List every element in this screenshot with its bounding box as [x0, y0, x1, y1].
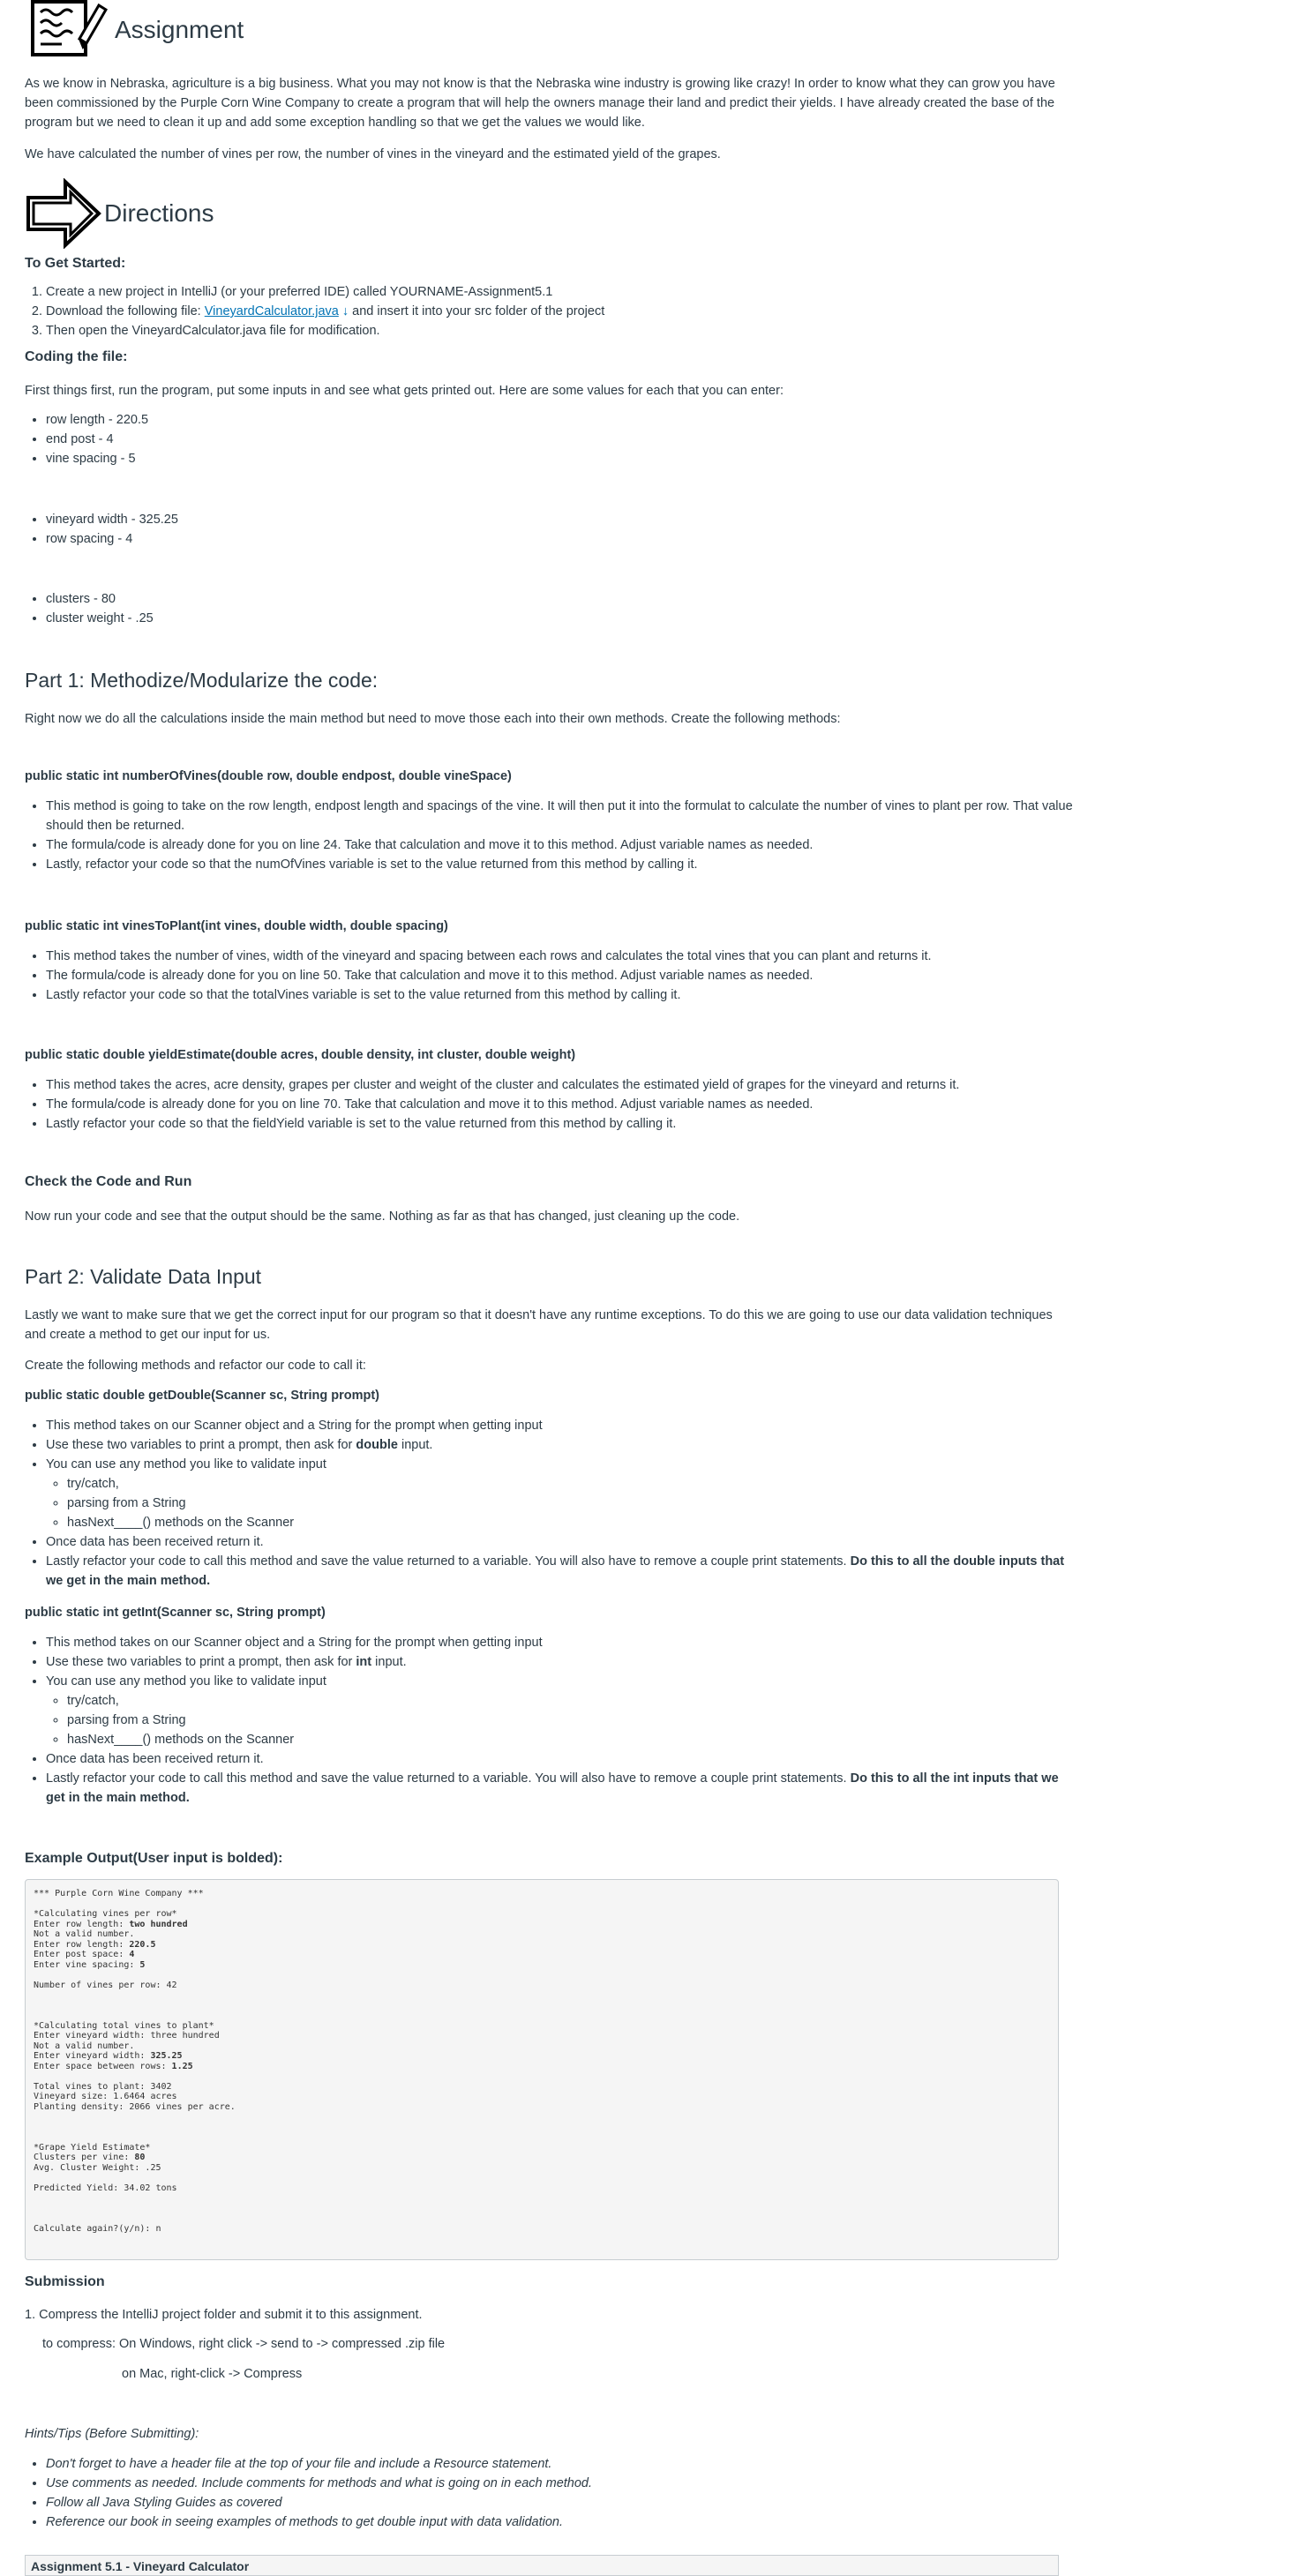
download-icon[interactable]: ↓: [338, 304, 349, 318]
code-line: Calculate again?(y/n): n: [34, 2223, 161, 2234]
list-item: • The formula/code is already done for you on line 70. Take that calculation and move it to this method. Adjust variable names as needed.: [46, 1095, 1078, 1114]
list-item: • cluster weight - .25: [46, 609, 1078, 628]
sub-item: ◦ try/catch,: [67, 1691, 1078, 1711]
list-item: • Lastly refactor your code to call this method and save the value returned to a variable. You will also have to remove a couple print statements. Do this to all the int inputs that we get in the main method.: [46, 1769, 1078, 1808]
sample-values-group-1: [25, 410, 1078, 468]
directions-header: [25, 178, 214, 249]
arrow-right-icon: [25, 178, 102, 249]
list-item: • This method takes the number of vines, width of the vineyard and spacing between each rows and calculates the total vines that you can plant and returns it.: [46, 947, 1078, 966]
code-line: [34, 1899, 1050, 1910]
method-signature: public static double getDouble(Scanner sc, String prompt): [25, 1389, 380, 1403]
sub-item: ◦ parsing from a String: [67, 1711, 1078, 1730]
code-line: [34, 2173, 1050, 2183]
code-line: Enter row length: 220.5: [34, 1939, 156, 1950]
code-line: [34, 2204, 1050, 2214]
code-line: Total vines to plant: 3402: [34, 2081, 172, 2092]
method-bullets: [25, 947, 1078, 1005]
code-line: Enter row length: two hundred: [34, 1919, 188, 1929]
code-line: Enter vineyard width: three hundred: [34, 2031, 220, 2041]
sub-item: ◦ try/catch,: [67, 1474, 1078, 1494]
code-line: *Calculating total vines to plant*: [34, 2020, 214, 2031]
intro-summary: We have calculated the number of vines per row, the number of vines in the vineyard and the estimated yield of the grapes.: [25, 147, 721, 161]
code-line: Enter vineyard width: 325.25: [34, 2051, 183, 2061]
part2-intro: Lastly we want to make sure that we get the correct input for our program so that it doesn't have any runtime exceptions. To do this we are going to use our data validation techniques and create a method to get our input for us.: [25, 1308, 1053, 1342]
list-item: • Lastly, refactor your code so that the numOfVines variable is set to the value returned from this method by calling it.: [46, 855, 1078, 874]
code-line: *Calculating vines per row*: [34, 1909, 177, 1919]
download-file-link[interactable]: VineyardCalculator.java: [204, 304, 339, 318]
get-started-heading: To Get Started:: [25, 256, 126, 271]
check-heading: Check the Code and Run: [25, 1174, 192, 1189]
hints-list: [25, 2454, 1078, 2532]
code-line: Clusters per vine: 80: [34, 2153, 146, 2162]
sub-item: ◦ hasNext____() methods on the Scanner: [67, 1730, 1078, 1749]
code-line: [34, 2213, 1050, 2224]
code-line: Enter post space: 4: [34, 1950, 135, 1959]
method-bullets: [25, 1075, 1078, 1134]
list-item: • Use comments as needed. Include comments for methods and what is going on in each method.: [46, 2474, 1078, 2493]
sample-values-group-3: [25, 589, 1078, 628]
coding-intro: First things first, run the program, put some inputs in and see what gets printed out. Here are some values for each that you can enter:: [25, 384, 784, 398]
list-item: • You can use any method you like to validate input ◦ try/catch, ◦ parsing from a String ◦ hasNext____() methods on the Scanner: [46, 1672, 1078, 1749]
part1-heading: Part 1: Methodize/Modularize the code:: [25, 669, 379, 692]
list-item: • You can use any method you like to validate input ◦ try/catch, ◦ parsing from a String ◦ hasNext____() methods on the Scanner: [46, 1455, 1078, 1532]
check-text: Now run your code and see that the output should be the same. Nothing as far as that has changed, just cleaning up the code.: [25, 1209, 740, 1224]
page-title: Assignment: [115, 16, 244, 43]
method-signature: public static int numberOfVines(double row, double endpost, double vineSpace): [25, 769, 512, 783]
step-item: 1. Create a new project in IntelliJ (or your preferred IDE) called YOURNAME-Assignment5.1: [46, 282, 1078, 302]
code-line: *** Purple Corn Wine Company ***: [34, 1889, 204, 1898]
code-line: [34, 2001, 1050, 2011]
sample-values-group-2: [25, 510, 1078, 549]
assignment-document-icon: [28, 0, 108, 60]
list-item: • Use these two variables to print a prompt, then ask for int input.: [46, 1652, 1078, 1672]
code-line: Predicted Yield: 34.02 tons: [34, 2183, 177, 2193]
method-signature: public static int getInt(Scanner sc, String prompt): [25, 1606, 326, 1620]
list-item: • vine spacing - 5: [46, 449, 1078, 468]
code-line: [34, 2071, 1050, 2082]
list-item: • Lastly refactor your code so that the totalVines variable is set to the value returned from this method by calling it.: [46, 985, 1078, 1005]
list-item: • Follow all Java Styling Guides as covered: [46, 2493, 1078, 2512]
hints-heading: Hints/Tips (Before Submitting):: [25, 2427, 199, 2441]
sub-item: ◦ hasNext____() methods on the Scanner: [67, 1513, 1078, 1532]
code-line: [34, 1970, 1050, 1981]
method-bullets: [25, 797, 1078, 874]
directions-title: Directions: [104, 199, 214, 227]
submission-heading: Submission: [25, 2274, 105, 2289]
get-started-steps: [25, 282, 1078, 341]
method-signature: public static double yieldEstimate(double acres, double density, int cluster, double weight): [25, 1048, 576, 1062]
list-item: • Lastly refactor your code so that the fieldYield variable is set to the value returned from this method by calling it.: [46, 1114, 1078, 1134]
code-line: [34, 2123, 1050, 2133]
code-line: [34, 2193, 1050, 2204]
code-line: [34, 2112, 1050, 2123]
method-signature: public static int vinesToPlant(int vines, double width, double spacing): [25, 919, 448, 933]
list-item: • row spacing - 4: [46, 529, 1078, 549]
code-line: [34, 2132, 1050, 2143]
code-line: Not a valid number.: [34, 2041, 135, 2051]
code-line: Planting density: 2066 vines per acre.: [34, 2101, 236, 2112]
list-item: • Don't forget to have a header file at the top of your file and include a Resource statement.: [46, 2454, 1078, 2474]
submission-step: 1. Compress the IntelliJ project folder and submit it to this assignment.: [25, 2308, 423, 2322]
list-item: • The formula/code is already done for you on line 24. Take that calculation and move it to this method. Adjust variable names as needed.: [46, 835, 1078, 855]
sub-item: ◦ parsing from a String: [67, 1494, 1078, 1513]
code-line: Enter space between rows: 1.25: [34, 2061, 193, 2071]
list-item: • Use these two variables to print a prompt, then ask for double input.: [46, 1435, 1078, 1455]
code-line: [34, 2011, 1050, 2021]
part2-heading: Part 2: Validate Data Input: [25, 1265, 262, 1288]
list-item: • This method is going to take on the row length, endpost length and spacings of the vine. It will then put it into the formulat to calculate the number of vines to plant per row. That value should then be returned.: [46, 797, 1078, 835]
list-item: • This method takes on our Scanner object and a String for the prompt when getting input: [46, 1633, 1078, 1652]
intro-paragraph: As we know in Nebraska, agriculture is a big business. What you may not know is that the Nebraska wine industry is growing like crazy! In order to know what they can grow you have been commissioned by the Purple Corn Wine Company to create a program that will help the owners manage their land and predict their yields. I have already created the base of the program but we need to clean it up and add some exception handling so that we get the values we would like.: [25, 77, 1055, 130]
list-item: • vineyard width - 325.25: [46, 510, 1078, 529]
list-item: • This method takes the acres, acre density, grapes per cluster and weight of the cluster and calculates the estimated yield of grapes for the vineyard and returns it.: [46, 1075, 1078, 1095]
code-line: Not a valid number.: [34, 1929, 135, 1939]
code-line: Vineyard size: 1.6464 acres: [34, 2092, 177, 2101]
coding-heading: Coding the file:: [25, 349, 128, 364]
example-output-codeblock: [25, 1879, 1059, 2260]
assignment-header: [28, 0, 244, 60]
list-item: • Once data has been received return it.: [46, 1749, 1078, 1769]
list-item: • Lastly refactor your code to call this method and save the value returned to a variable. You will also have to remove a couple print statements. Do this to all the double inputs that we get in the main method.: [46, 1552, 1078, 1591]
code-line: *Grape Yield Estimate*: [34, 2142, 151, 2153]
list-item: • clusters - 80: [46, 589, 1078, 609]
step-item: 2. Download the following file: VineyardCalculator.java ↓ and insert it into your src folder of the project: [46, 302, 1078, 321]
rubric-header[interactable]: Assignment 5.1 - Vineyard Calculator: [25, 2555, 1059, 2576]
list-item: • row length - 220.5: [46, 410, 1078, 430]
part2-instruction: Create the following methods and refactor our code to call it:: [25, 1359, 366, 1373]
getint-bullets: [25, 1633, 1078, 1808]
code-line: Enter vine spacing: 5: [34, 1959, 146, 1970]
part1-intro: Right now we do all the calculations inside the main method but need to move those each into their own methods. Create the following methods:: [25, 712, 841, 726]
list-item: • Reference our book in seeing examples of methods to get double input with data validation.: [46, 2512, 1078, 2532]
code-line: Avg. Cluster Weight: .25: [34, 2162, 161, 2173]
getdouble-bullets: [25, 1416, 1078, 1591]
code-line: Number of vines per row: 42: [34, 1980, 177, 1990]
example-heading: Example Output(User input is bolded):: [25, 1851, 283, 1866]
list-item: • The formula/code is already done for you on line 50. Take that calculation and move it to this method. Adjust variable names as needed.: [46, 966, 1078, 985]
compress-windows: to compress: On Windows, right click -> send to -> compressed .zip file: [42, 2337, 446, 2351]
compress-mac: on Mac, right-click -> Compress: [122, 2367, 303, 2381]
step-item: 3. Then open the VineyardCalculator.java file for modification.: [46, 321, 1078, 341]
list-item: • Once data has been received return it.: [46, 1532, 1078, 1552]
list-item: • This method takes on our Scanner object and a String for the prompt when getting input: [46, 1416, 1078, 1435]
list-item: • end post - 4: [46, 430, 1078, 449]
code-line: [34, 1990, 1050, 2001]
